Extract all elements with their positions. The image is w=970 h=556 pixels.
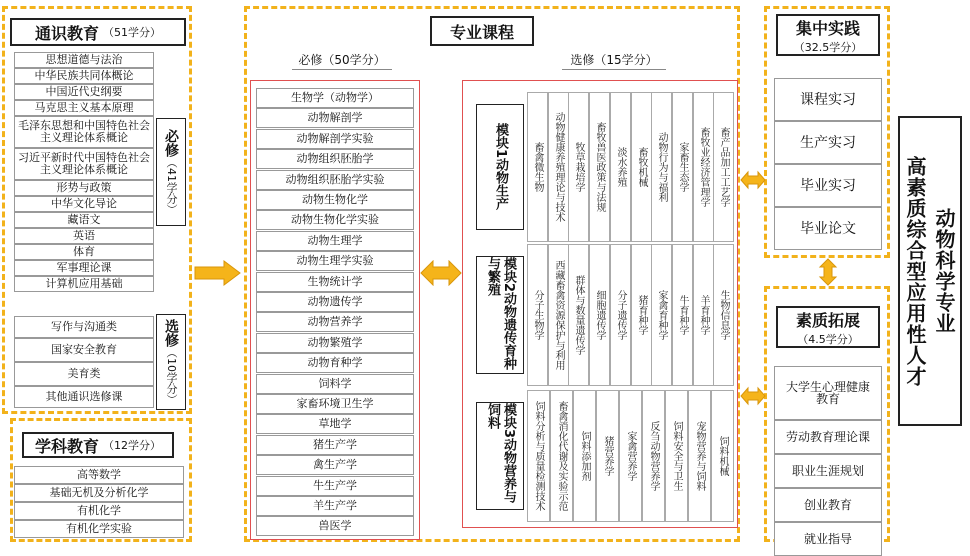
general-required-course: 藏语文	[14, 212, 154, 228]
module-course: 畜禽消化代谢及实验示范	[550, 390, 573, 522]
general-elective-course: 国家安全教育	[14, 338, 154, 362]
quality-header	[776, 306, 880, 348]
general-required-course: 中华文化导论	[14, 196, 154, 212]
practice-item: 生产实习	[774, 121, 882, 164]
major-required-course: 猪生产学	[256, 435, 414, 455]
module-course: 牛育种学	[672, 244, 693, 386]
major-required-course: 家畜环境卫生学	[256, 394, 414, 414]
general-required-course: 毛泽东思想和中国特色社会主义理论体系概论	[14, 116, 154, 148]
general-required-course: 习近平新时代中国特色社会主义理论体系概论	[14, 148, 154, 180]
general-required-course: 中国近代史纲要	[14, 84, 154, 100]
major-elective-header	[562, 50, 666, 70]
module-course: 饲料添加剂	[573, 390, 596, 522]
practice-title: 集中实践	[795, 18, 860, 38]
major-required-course: 禽生产学	[256, 455, 414, 475]
major-required-course: 草地学	[256, 414, 414, 434]
arrow-major-quality	[740, 386, 766, 406]
general-elective-course: 美育类	[14, 362, 154, 386]
arrow-general-to-major	[194, 260, 242, 286]
module-course: 猪营养学	[596, 390, 619, 522]
module-course: 牧草栽培学	[568, 92, 589, 242]
module-course: 家禽营养学	[619, 390, 642, 522]
general-education-header	[10, 18, 186, 46]
module-label: 模块3动物营养与饲料	[476, 402, 524, 510]
general-education-title: 通识教育	[34, 23, 99, 43]
arrow-practice-quality	[818, 258, 838, 286]
discipline-education-title: 学科教育	[34, 436, 99, 456]
general-required-label-box	[156, 118, 186, 226]
module-course: 动物健康养殖理论与技术	[548, 92, 569, 242]
module-course: 家禽育种学	[651, 244, 672, 386]
general-required-credits: （41学分）	[165, 157, 178, 215]
module-course: 分子遗传学	[610, 244, 631, 386]
module-label: 模块2动物遗传育种与繁殖	[476, 256, 524, 374]
discipline-education-credits: （12学分）	[103, 439, 161, 452]
major-required-course: 动物繁殖学	[256, 333, 414, 353]
major-required-course: 动物育种学	[256, 353, 414, 373]
major-required-course: 动物生物化学实验	[256, 210, 414, 230]
practice-credits: （32.5学分）	[793, 40, 863, 54]
module-course: 饲料机械	[711, 390, 734, 522]
major-required-course: 动物生理学	[256, 231, 414, 251]
major-required-course: 动物组织胚胎学实验	[256, 170, 414, 190]
module-course: 羊育种学	[693, 244, 714, 386]
practice-item: 毕业论文	[774, 207, 882, 250]
module-course: 群体与数量遗传学	[568, 244, 589, 386]
module-course: 宠物营养与饲料	[688, 390, 711, 522]
major-courses-title: 专业课程	[449, 22, 514, 42]
talent-goal-line2: 高素质综合型应用性人才	[903, 155, 927, 387]
discipline-course: 有机化学	[14, 502, 184, 520]
major-required-course: 饲料学	[256, 374, 414, 394]
major-required-course: 生物学（动物学）	[256, 88, 414, 108]
module-course: 淡水养殖	[610, 92, 631, 242]
arrow-major-practice	[740, 170, 766, 190]
module-course: 西藏畜禽资源保护与利用	[548, 244, 569, 386]
module-course: 畜牧机械	[631, 92, 652, 242]
general-elective-credits: （10学分）	[165, 347, 178, 405]
general-required-course: 体育	[14, 244, 154, 260]
practice-header	[776, 14, 880, 56]
module-course: 畜产品加工工艺学	[713, 92, 734, 242]
major-required-course: 羊生产学	[256, 496, 414, 516]
general-required-label: 必修	[163, 129, 179, 157]
quality-item: 大学生心理健康教育	[774, 366, 882, 420]
discipline-course: 有机化学实验	[14, 520, 184, 538]
module-course: 生物信息学	[713, 244, 734, 386]
general-required-course: 英语	[14, 228, 154, 244]
general-required-course: 计算机应用基础	[14, 276, 154, 292]
module-course: 动物行为与福利	[651, 92, 672, 242]
quality-item: 职业生涯规划	[774, 454, 882, 488]
quality-credits: （4.5学分）	[797, 332, 859, 346]
major-required-header-text: 必修（50学分）	[298, 53, 386, 67]
module-course: 畜牧兽医政策与法规	[589, 92, 610, 242]
quality-title: 素质拓展	[795, 310, 860, 330]
major-required-course: 动物遗传学	[256, 292, 414, 312]
module-course: 细胞遗传学	[589, 244, 610, 386]
major-required-course: 动物生物化学	[256, 190, 414, 210]
general-required-course: 中华民族共同体概论	[14, 68, 154, 84]
module-course: 饲料安全与卫生	[665, 390, 688, 522]
general-required-course: 军事理论课	[14, 260, 154, 276]
major-required-course: 动物解剖学	[256, 108, 414, 128]
module-course: 猪育种学	[631, 244, 652, 386]
quality-item: 就业指导	[774, 522, 882, 556]
arrow-required-elective	[420, 260, 462, 286]
talent-goal-box	[898, 116, 962, 426]
major-required-course: 牛生产学	[256, 476, 414, 496]
major-courses-header	[430, 16, 534, 46]
major-required-course: 生物统计学	[256, 272, 414, 292]
general-elective-label: 选修	[163, 319, 179, 347]
major-required-course: 动物解剖学实验	[256, 129, 414, 149]
module-course: 畜牧业经济管理学	[693, 92, 714, 242]
major-elective-header-text: 选修（15学分）	[570, 53, 658, 67]
discipline-education-header	[22, 432, 174, 458]
discipline-course: 基础无机及分析化学	[14, 484, 184, 502]
module-course: 反刍动物营养学	[642, 390, 665, 522]
practice-item: 毕业实习	[774, 164, 882, 207]
module-course: 分子生物学	[527, 244, 548, 386]
general-education-credits: （51学分）	[103, 26, 161, 39]
quality-item: 劳动教育理论课	[774, 420, 882, 454]
general-required-course: 思想道德与法治	[14, 52, 154, 68]
module-course: 家畜生态学	[672, 92, 693, 242]
major-required-course: 兽医学	[256, 516, 414, 536]
practice-item: 课程实习	[774, 78, 882, 121]
module-label: 模块1动物生产	[476, 104, 524, 230]
general-elective-course: 其他通识选修课	[14, 386, 154, 408]
general-elective-course: 写作与沟通类	[14, 316, 154, 338]
general-required-course: 马克思主义基本原理	[14, 100, 154, 116]
module-course: 饲料分析与质量检测技术	[527, 390, 550, 522]
general-required-course: 形势与政策	[14, 180, 154, 196]
major-required-course: 动物营养学	[256, 312, 414, 332]
discipline-course: 高等数学	[14, 466, 184, 484]
major-required-course: 动物组织胚胎学	[256, 149, 414, 169]
major-required-course: 动物生理学实验	[256, 251, 414, 271]
general-elective-label-box	[156, 314, 186, 410]
quality-item: 创业教育	[774, 488, 882, 522]
talent-goal-line1: 动物科学专业	[932, 208, 956, 334]
major-required-header	[292, 50, 392, 70]
module-course: 畜禽微生物	[527, 92, 548, 242]
